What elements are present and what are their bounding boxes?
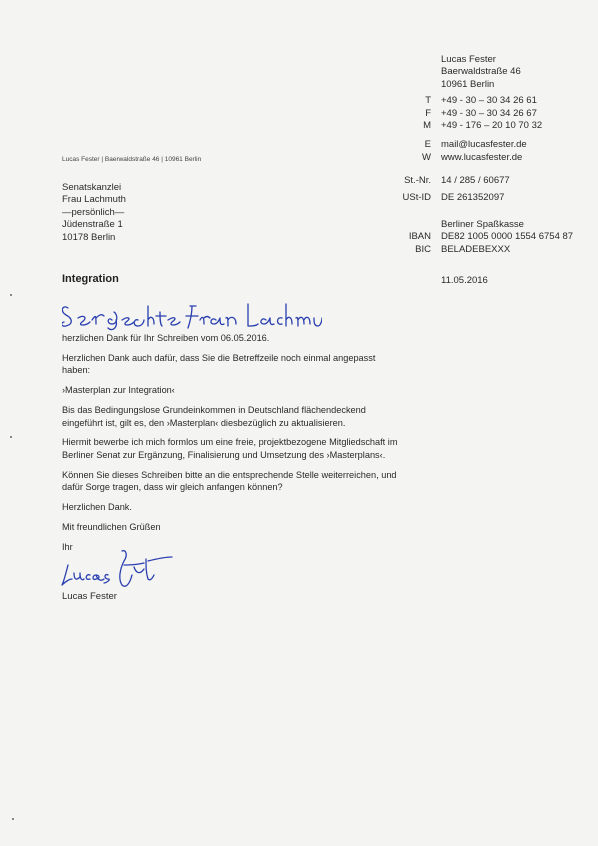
sender-city: 10961 Berlin: [441, 78, 495, 90]
tax-key: St.-Nr.: [404, 175, 431, 186]
contact-key: W: [422, 151, 431, 163]
recipient-line: Jüdenstraße 1: [62, 219, 123, 231]
contact-value: +49 - 176 – 20 10 70 32: [441, 120, 543, 132]
contact-row-email: [401, 139, 527, 152]
closing-ihr: Ihr: [62, 541, 73, 552]
letter-body: [62, 332, 402, 561]
body-paragraph: Können Sie dieses Schreiben bitte an die entsprechende Stelle weiterreichen, und dafür Sorge tragen, dass wir gleich anfangen können?: [62, 469, 397, 493]
bank-row-bic: [391, 244, 573, 256]
tax-row-vatid: [391, 189, 510, 206]
handwritten-signature: [60, 545, 180, 590]
closing-phrase: Mit freundlichen Grüßen: [62, 521, 161, 532]
bank-block: [391, 219, 573, 256]
tax-key: USt-ID: [402, 192, 431, 203]
contact-row-web: [401, 152, 527, 165]
fold-mark: [10, 436, 12, 438]
bank-row-name: [391, 219, 573, 231]
body-paragraph: Bis das Bedingungslose Grundeinkommen in Deutschland flächendeckend eingeführt ist, gilt es, den ›Masterplan‹ diesbezüglich zu aktualisieren.: [62, 405, 366, 428]
tax-value: DE 261352097: [441, 192, 505, 203]
contact-value: +49 - 30 – 30 34 26 61: [441, 95, 537, 106]
body-paragraph: Hiermit bewerbe ich mich formlos um eine freie, projektbezogene Mitgliedschaft im Berliner Senat zur Ergänzung, Finalisierung und Umsetzung des ›Masterplans‹.: [62, 437, 398, 460]
recipient-line: —persönlich—: [62, 206, 125, 218]
return-address-line: Lucas Fester | Baerwaldstraße 46 | 10961 Berlin: [62, 156, 202, 163]
contact-key: F: [425, 107, 431, 119]
sender-name: Lucas Fester: [441, 54, 496, 65]
tax-block: [391, 172, 510, 206]
bank-name: Berliner Spaßkasse: [441, 219, 524, 230]
contact-row-fax: [401, 108, 542, 121]
website-value: www.lucasfester.de: [441, 151, 523, 163]
body-paragraph: Herzlichen Dank.: [62, 502, 132, 513]
email-value: mail@lucasfester.de: [441, 139, 527, 150]
contact-key: M: [423, 120, 431, 132]
contact-row-mobile: [401, 120, 542, 133]
bic-value: BELADEBEXXX: [441, 243, 511, 255]
bank-key: IBAN: [408, 231, 431, 243]
bank-row-iban: [391, 231, 573, 243]
tax-row-number: [391, 172, 510, 189]
recipient-address: [62, 182, 126, 244]
signer-name: Lucas Fester: [62, 591, 117, 602]
contact-key: E: [424, 139, 431, 150]
sender-address: [441, 54, 521, 91]
sender-street: Baerwaldstraße 46: [441, 66, 521, 78]
letter-date: 11.05.2016: [441, 275, 488, 286]
recipient-line: Senatskanzlei: [62, 182, 122, 193]
body-paragraph: Herzlichen Dank auch dafür, dass Sie die Betreffzeile noch einmal angepasst haben:: [62, 352, 376, 376]
body-paragraph: ›Masterplan zur Integration‹: [62, 385, 175, 396]
contact-online-block: [401, 139, 527, 164]
punch-mark: [10, 294, 12, 296]
bank-key: BIC: [415, 243, 431, 255]
contact-row-phone: [401, 95, 542, 108]
tax-value: 14 / 285 / 60677: [441, 175, 510, 186]
page-mark: [12, 818, 14, 820]
contact-phone-block: [401, 95, 542, 133]
contact-key: T: [425, 95, 431, 106]
contact-value: +49 - 30 – 30 34 26 67: [441, 107, 537, 119]
recipient-line: Frau Lachmuth: [62, 194, 126, 206]
recipient-line: 10178 Berlin: [62, 231, 116, 243]
iban-value: DE82 1005 0000 1554 6754 87: [441, 231, 574, 243]
handwritten-salutation: [62, 296, 322, 332]
letter-subject: Integration: [62, 273, 119, 285]
body-paragraph: herzlichen Dank für Ihr Schreiben vom 06.05.2016.: [62, 333, 270, 343]
